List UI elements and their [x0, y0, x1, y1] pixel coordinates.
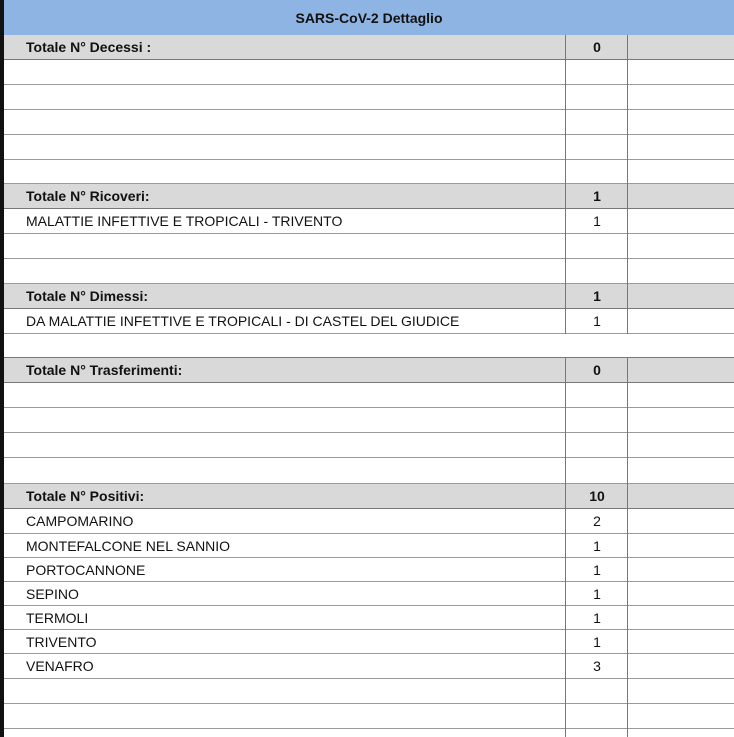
row-count: 3: [593, 658, 601, 674]
row-count: 1: [593, 561, 601, 578]
empty-row: [4, 433, 734, 458]
empty-row: [4, 259, 734, 284]
empty-row: [4, 234, 734, 259]
empty-row: [4, 679, 734, 704]
row-name: SEPINO: [26, 585, 79, 602]
table-row: [4, 534, 734, 558]
row-count: 1: [593, 537, 601, 554]
row-count: 1: [593, 633, 601, 650]
row-count: 1: [593, 609, 601, 626]
section-label: Totale N° Dimessi:: [26, 288, 149, 304]
row-name: MALATTIE INFETTIVE E TROPICALI - TRIVENTO: [26, 213, 343, 229]
row-name: CAMPOMARINO: [26, 513, 134, 529]
section-total: 0: [593, 362, 601, 378]
row-name: DA MALATTIE INFETTIVE E TROPICALI - DI CASTEL DEL GIUDICE: [26, 313, 460, 329]
empty-row: [4, 60, 734, 85]
table-row: [4, 558, 734, 582]
empty-row: [4, 110, 734, 135]
section-label: Totale N° Ricoveri:: [26, 188, 150, 204]
section-header-decessi: [4, 35, 734, 60]
row-count: 2: [593, 513, 601, 529]
row-name: PORTOCANNONE: [26, 561, 146, 578]
section-header-positivi: [4, 484, 734, 509]
column-divider: [565, 35, 566, 334]
empty-row: [4, 135, 734, 160]
table-row: [4, 309, 734, 334]
empty-row: [4, 704, 734, 729]
empty-row: [4, 383, 734, 408]
row-count: 1: [593, 213, 601, 229]
table-title: SARS-CoV-2 Dettaglio: [4, 0, 734, 36]
table-row: [4, 209, 734, 234]
section-label: Totale N° Trasferimenti:: [26, 362, 183, 378]
empty-row: [4, 408, 734, 433]
row-name: TRIVENTO: [26, 633, 97, 650]
section-label: Totale N° Decessi :: [26, 39, 152, 55]
empty-row: [4, 458, 734, 484]
row-name: TERMOLI: [26, 609, 89, 626]
row-count: 1: [593, 585, 601, 602]
column-divider: [627, 357, 628, 737]
row-count: 1: [593, 313, 601, 329]
spacer-row: [4, 334, 734, 358]
row-name: MONTEFALCONE NEL SANNIO: [26, 537, 231, 554]
column-divider: [627, 35, 628, 334]
table-row: [4, 509, 734, 534]
table-row: [4, 606, 734, 630]
row-name: VENAFRO: [26, 658, 94, 674]
empty-row: [4, 160, 734, 184]
column-divider: [565, 357, 566, 737]
section-header-ricoveri: [4, 184, 734, 209]
section-total: 1: [593, 288, 601, 304]
section-total: 10: [589, 488, 605, 504]
table-row: [4, 630, 734, 654]
section-header-trasferimenti: [4, 357, 734, 383]
table-row: [4, 582, 734, 606]
empty-row: [4, 85, 734, 110]
detail-table: [4, 0, 734, 737]
section-label: Totale N° Positivi:: [26, 488, 145, 504]
table-row: [4, 654, 734, 679]
section-total: 0: [593, 39, 601, 55]
section-total: 1: [593, 188, 601, 204]
section-header-dimessi: [4, 284, 734, 309]
